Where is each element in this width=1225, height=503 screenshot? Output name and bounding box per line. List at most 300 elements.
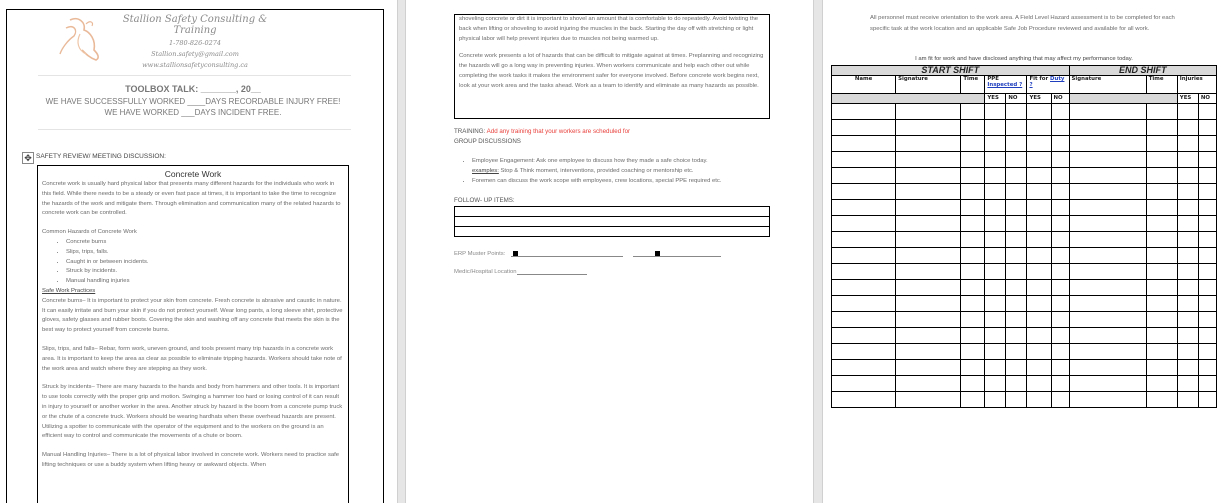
table-cell[interactable] (1069, 344, 1146, 360)
table-cell[interactable] (985, 328, 1006, 344)
table-cell[interactable] (1198, 328, 1216, 344)
table-cell[interactable] (1146, 152, 1177, 168)
table-cell[interactable] (832, 168, 896, 184)
table-row (832, 392, 1217, 408)
table-cell[interactable] (961, 376, 985, 392)
table-cell[interactable] (1027, 328, 1051, 344)
table-row (832, 296, 1217, 312)
table-row (832, 152, 1217, 168)
table-cell[interactable] (1177, 184, 1198, 200)
table-cell[interactable] (1069, 280, 1146, 296)
table-cell[interactable] (961, 296, 985, 312)
document-page-3 (823, 0, 1225, 503)
table-cell[interactable] (1069, 200, 1146, 216)
table-row[interactable] (455, 207, 770, 217)
table-cell[interactable] (985, 280, 1006, 296)
table-cell[interactable] (1051, 248, 1069, 264)
checkbox-square-icon (513, 251, 518, 256)
table-cell[interactable] (961, 120, 985, 136)
table-cell[interactable] (1027, 312, 1051, 328)
table-cell[interactable] (1006, 216, 1027, 232)
table-cell[interactable] (1069, 184, 1146, 200)
table-cell[interactable] (1146, 232, 1177, 248)
table-cell[interactable] (1051, 168, 1069, 184)
medic-location (454, 268, 587, 275)
table-cell[interactable] (1177, 136, 1198, 152)
table-cell[interactable] (1051, 136, 1069, 152)
topic-title: Concrete Work (164, 169, 222, 179)
medic-label: Medic/Hospital Location (454, 269, 517, 275)
continued-paragraph: shoveling concrete or dirt it is important to shovel an amount that is comfortable to do repeatedly. Avoid twisting the back when lifting or shoveling to avoid injuring the muscles in the back. Starting the day off with stretching or light physical labor will help prevent injuries due to muscles not being warmed up. (459, 16, 759, 42)
table-cell[interactable] (1198, 312, 1216, 328)
discussion-list (456, 156, 792, 186)
sign-in-rows (832, 104, 1217, 408)
table-cell[interactable] (1006, 280, 1027, 296)
table-cell[interactable] (1027, 216, 1051, 232)
ppe-label: PPE (987, 76, 999, 82)
table-cell[interactable] (961, 312, 985, 328)
table-cell[interactable] (1198, 232, 1216, 248)
table-cell[interactable] (1177, 312, 1198, 328)
table-row (832, 264, 1217, 280)
table-cell[interactable] (961, 328, 985, 344)
hazards-list (42, 238, 344, 287)
table-cell[interactable] (985, 296, 1006, 312)
table-cell[interactable] (896, 152, 961, 168)
table-cell[interactable] (1051, 344, 1069, 360)
table-cell[interactable] (1146, 120, 1177, 136)
table-cell[interactable] (1198, 296, 1216, 312)
table-cell[interactable] (1177, 152, 1198, 168)
stallion-logo-icon (56, 14, 108, 64)
table-cell[interactable] (1006, 328, 1027, 344)
table-cell[interactable] (961, 248, 985, 264)
fit-statement: I am fit for work and have disclosed anything that may affect my performance today. (915, 56, 1133, 62)
company-name: Stallion Safety Consulting & Training (122, 14, 268, 36)
muster-point-field[interactable] (511, 250, 623, 257)
table-cell[interactable] (1069, 312, 1146, 328)
table-cell[interactable] (1146, 280, 1177, 296)
table-cell[interactable] (1198, 216, 1216, 232)
hazards-heading: Common Hazards of Concrete Work (42, 229, 137, 236)
table-cell[interactable] (985, 376, 1006, 392)
table-cell[interactable] (1051, 280, 1069, 296)
table-cell[interactable] (1069, 248, 1146, 264)
examples-label: examples: (472, 168, 499, 174)
practice-paragraph: Concrete burns– It is important to protect your skin from concrete. Fresh concrete is abrasive and caustic in nature. It can easily irritate and burn your skin if you do not protect yourself. Wear long pants, a long sleeve shirt, protective gloves, safety glasses and rubber boots. Covering the skin and washing off any concrete that meets the skin is the best way to protect yourself from concrete burns. (42, 297, 343, 334)
table-cell[interactable] (1069, 264, 1146, 280)
company-email: Stallion.safety@gmail.com (151, 50, 239, 58)
fit-for-duty-link[interactable]: Duty ? (1029, 76, 1065, 88)
table-cell[interactable] (896, 328, 961, 344)
table-cell[interactable] (1051, 120, 1069, 136)
table-cell[interactable] (1177, 264, 1198, 280)
table-cell[interactable] (1051, 200, 1069, 216)
table-cell[interactable] (1027, 360, 1051, 376)
table-cell[interactable] (985, 232, 1006, 248)
table-cell[interactable] (1177, 328, 1198, 344)
table-row (832, 200, 1217, 216)
table-cell[interactable] (832, 344, 896, 360)
table-cell[interactable] (896, 280, 961, 296)
table-row[interactable] (455, 217, 770, 227)
table-cell[interactable] (1177, 248, 1198, 264)
table-cell[interactable] (1027, 344, 1051, 360)
table-cell[interactable] (896, 232, 961, 248)
column-header-name: Name (832, 76, 896, 94)
table-cell[interactable] (1177, 216, 1198, 232)
table-cell[interactable] (832, 312, 896, 328)
table-cell[interactable] (1198, 392, 1216, 408)
no-label: NO (1198, 94, 1216, 104)
examples-text: Stop & Think moment, interventions, provided coaching or mentorship etc. (498, 168, 694, 174)
table-cell[interactable] (1006, 200, 1027, 216)
table-cell[interactable] (1027, 248, 1051, 264)
table-cell[interactable] (832, 232, 896, 248)
no-label: NO (1006, 94, 1027, 104)
table-row (832, 360, 1217, 376)
table-cell[interactable] (1006, 264, 1027, 280)
table-cell[interactable] (1177, 232, 1198, 248)
table-cell[interactable] (1177, 392, 1198, 408)
table-cell[interactable] (961, 264, 985, 280)
table-cell[interactable] (1006, 344, 1027, 360)
table-cell[interactable] (1027, 200, 1051, 216)
table-cell[interactable] (896, 312, 961, 328)
table-cell[interactable] (961, 232, 985, 248)
table-row (832, 184, 1217, 200)
table-cell[interactable] (1177, 104, 1198, 120)
table-cell[interactable] (961, 280, 985, 296)
table-cell[interactable] (1051, 312, 1069, 328)
table-cell[interactable] (1198, 120, 1216, 136)
table-cell[interactable] (896, 168, 961, 184)
table-row (832, 248, 1217, 264)
table-cell[interactable] (1069, 168, 1146, 184)
table-cell[interactable] (896, 216, 961, 232)
table-cell[interactable] (896, 360, 961, 376)
training-line (454, 128, 630, 135)
table-cell[interactable] (1027, 376, 1051, 392)
table-row (832, 328, 1217, 344)
column-header-end-time: Time (1146, 76, 1177, 94)
conclusion-paragraph: Concrete work presents a lot of hazards that can be difficult to mitigate against at times. Preplanning and recognizing the hazards will go a long way in preventing injuries. When workers communicate and help each other out while completing the work tasks it makes the environment safer for everyone involved. Before concrete work begins next, look at your work area and the tasks ahead. Work as a team to identify and eliminate as many hazards as possible. (459, 53, 764, 89)
table-cell[interactable] (1027, 104, 1051, 120)
table-cell[interactable] (985, 312, 1006, 328)
table-cell[interactable] (1006, 152, 1027, 168)
table-row (832, 136, 1217, 152)
table-row (832, 216, 1217, 232)
table-cell[interactable] (1051, 232, 1069, 248)
table-cell[interactable] (1069, 376, 1146, 392)
table-cell[interactable] (1027, 168, 1051, 184)
list-item: • Manual handling injuries (66, 277, 344, 287)
table-cell[interactable] (1177, 296, 1198, 312)
table-cell[interactable] (1198, 280, 1216, 296)
table-cell[interactable] (985, 136, 1006, 152)
table-row (832, 104, 1217, 120)
end-shift-header: END SHIFT (1069, 66, 1216, 76)
discussion-text: Employee Engagement: Ask one employee to discuss how they made a safe choice today. (472, 158, 708, 164)
list-item (472, 156, 792, 176)
table-cell[interactable] (1198, 104, 1216, 120)
table-cell[interactable] (1027, 296, 1051, 312)
table-cell[interactable] (832, 184, 896, 200)
table-cell[interactable] (1146, 136, 1177, 152)
table-cell[interactable] (896, 200, 961, 216)
page-gutter (813, 0, 823, 503)
table-cell[interactable] (1069, 232, 1146, 248)
table-cell[interactable] (961, 104, 985, 120)
table-cell[interactable] (1146, 184, 1177, 200)
table-cell[interactable] (832, 296, 896, 312)
table-cell[interactable] (1051, 264, 1069, 280)
table-cell[interactable] (1177, 344, 1198, 360)
table-cell[interactable] (1069, 120, 1146, 136)
company-website: www.stallionsafetyconsulting.ca (142, 61, 248, 69)
table-cell[interactable] (1177, 376, 1198, 392)
table-cell[interactable] (1146, 200, 1177, 216)
table-cell[interactable] (1146, 376, 1177, 392)
table-cell[interactable] (1146, 328, 1177, 344)
table-cell[interactable] (1027, 184, 1051, 200)
table-cell[interactable] (896, 248, 961, 264)
gray-cell (832, 94, 985, 104)
table-cell[interactable] (832, 136, 896, 152)
table-cell[interactable] (1069, 360, 1146, 376)
table-cell[interactable] (1146, 312, 1177, 328)
table-cell[interactable] (896, 376, 961, 392)
list-item: • Concrete burns (66, 238, 344, 248)
table-cell[interactable] (1051, 184, 1069, 200)
table-cell[interactable] (1146, 344, 1177, 360)
table-cell[interactable] (832, 104, 896, 120)
table-cell[interactable] (1069, 392, 1146, 408)
table-cell[interactable] (1198, 360, 1216, 376)
column-header-end-signature: Signature (1069, 76, 1146, 94)
table-cell[interactable] (896, 392, 961, 408)
divider (38, 129, 351, 130)
yes-label: YES (1027, 94, 1051, 104)
table-cell[interactable] (1198, 264, 1216, 280)
table-cell[interactable] (985, 264, 1006, 280)
table-cell[interactable] (1006, 168, 1027, 184)
table-cell[interactable] (832, 360, 896, 376)
training-note: Add any training that your workers are scheduled for (486, 128, 631, 135)
section-label: SAFETY REVIEW/ MEETING DISCUSSION: (36, 153, 166, 160)
table-cell[interactable] (985, 120, 1006, 136)
follow-up-table (454, 206, 770, 237)
table-cell[interactable] (1051, 392, 1069, 408)
table-cell[interactable] (985, 104, 1006, 120)
table-cell[interactable] (1198, 376, 1216, 392)
table-cell[interactable] (1146, 392, 1177, 408)
table-cell[interactable] (985, 200, 1006, 216)
practice-paragraph: Struck by incidents– There are many hazards to the hands and body from hammers and other tools. It is important to use tools correctly with the proper grip and motion. Swinging a hammer too hard or losing control of it can result in injury to yourself or another worker in the area. Another struck by hazard is the boom from a concrete pump truck or the chute of a concrete truck. Workers should be wearing hardhats when these overhead hazards are present. Utilizing a spotter to communicate with the operator of the equipment and to the workers on the ground is an efficient way to control and communicate the movements of a chute or boom. (42, 384, 343, 440)
table-cell[interactable] (985, 360, 1006, 376)
table-cell[interactable] (832, 120, 896, 136)
table-cell[interactable] (1069, 104, 1146, 120)
divider (38, 75, 351, 76)
table-cell[interactable] (1027, 392, 1051, 408)
table-cell[interactable] (1051, 376, 1069, 392)
table-cell[interactable] (1051, 104, 1069, 120)
table-cell[interactable] (1006, 376, 1027, 392)
orientation-paragraph: All personnel must receive orientation to the work area. A Field Level Hazard assessment is to be completed for each specific task at the work location and an applicable Safe Job Procedure reviewed and available for all work. (870, 15, 1175, 32)
table-cell[interactable] (832, 328, 896, 344)
table-cell[interactable] (1198, 168, 1216, 184)
gray-cell (1069, 94, 1177, 104)
column-header-fit-for-duty (1027, 76, 1069, 94)
list-item: • Struck by incidents. (66, 267, 344, 277)
table-cell[interactable] (1146, 216, 1177, 232)
table-cell[interactable] (961, 184, 985, 200)
discussion-box-continued[interactable] (454, 14, 770, 119)
table-cell[interactable] (832, 152, 896, 168)
table-cell[interactable] (896, 136, 961, 152)
muster-point-field[interactable] (633, 250, 721, 257)
table-cell[interactable] (985, 152, 1006, 168)
table-cell[interactable] (1069, 152, 1146, 168)
table-cell[interactable] (961, 216, 985, 232)
table-cell[interactable] (1069, 296, 1146, 312)
table-cell[interactable] (1006, 104, 1027, 120)
table-cell[interactable] (1006, 184, 1027, 200)
no-label: NO (1051, 94, 1069, 104)
table-cell[interactable] (1198, 248, 1216, 264)
table-move-handle-icon[interactable]: ✥ (22, 152, 34, 164)
table-cell[interactable] (1198, 152, 1216, 168)
table-cell[interactable] (961, 200, 985, 216)
table-cell[interactable] (1006, 232, 1027, 248)
yes-label: YES (985, 94, 1006, 104)
table-cell[interactable] (1027, 136, 1051, 152)
document-page-1 (0, 0, 396, 503)
table-cell[interactable] (961, 136, 985, 152)
table-cell[interactable] (1069, 136, 1146, 152)
table-cell[interactable] (1051, 360, 1069, 376)
table-cell[interactable] (961, 392, 985, 408)
table-cell[interactable] (832, 280, 896, 296)
table-cell[interactable] (1198, 184, 1216, 200)
table-cell[interactable] (1051, 216, 1069, 232)
table-cell[interactable] (1051, 328, 1069, 344)
table-cell[interactable] (1006, 120, 1027, 136)
table-cell[interactable] (1027, 264, 1051, 280)
table-cell[interactable] (1027, 120, 1051, 136)
table-row (832, 312, 1217, 328)
table-cell[interactable] (961, 344, 985, 360)
training-label: TRAINING: (454, 128, 487, 135)
table-cell[interactable] (1146, 264, 1177, 280)
table-cell[interactable] (961, 360, 985, 376)
table-cell[interactable] (832, 264, 896, 280)
table-cell[interactable] (985, 344, 1006, 360)
group-discussions-heading: GROUP DISCUSSIONS (454, 138, 521, 145)
document-page-2 (406, 0, 812, 503)
table-cell[interactable] (832, 392, 896, 408)
table-row (832, 120, 1217, 136)
discussion-box[interactable] (37, 165, 349, 503)
page-gutter (397, 0, 406, 503)
table-row (832, 168, 1217, 184)
list-item: • Caught in or between incidents. (66, 258, 344, 268)
practice-paragraph: Slips, trips, and falls– Rebar, form work, uneven ground, and tools present many trip hazards in a concrete work area. It is important to keep the area as clear as possible to eliminate tripping hazards. Workers should take note of the work area and watch where they are stepping as they work. (42, 345, 342, 372)
table-cell[interactable] (896, 184, 961, 200)
table-cell[interactable] (1198, 200, 1216, 216)
table-cell[interactable] (985, 248, 1006, 264)
table-cell[interactable] (1006, 136, 1027, 152)
table-cell[interactable] (832, 376, 896, 392)
table-cell[interactable] (896, 264, 961, 280)
practice-paragraph: Manual Handling Injuries– There is a lot of physical labor involved in concrete work. Workers need to practice safe lifting techniques or use a buddy system when lifting heavy or awkward objects. When (42, 452, 340, 468)
table-cell[interactable] (1198, 344, 1216, 360)
company-header (105, 14, 285, 69)
table-cell[interactable] (896, 344, 961, 360)
table-cell[interactable] (961, 152, 985, 168)
table-cell[interactable] (1006, 296, 1027, 312)
table-cell[interactable] (1146, 360, 1177, 376)
medic-field[interactable] (517, 268, 587, 275)
table-cell[interactable] (1146, 104, 1177, 120)
table-cell[interactable] (896, 120, 961, 136)
table-cell[interactable] (1198, 136, 1216, 152)
table-cell[interactable] (832, 216, 896, 232)
table-cell[interactable] (1006, 392, 1027, 408)
column-header-time: Time (961, 76, 985, 94)
yes-label: YES (1177, 94, 1198, 104)
table-row (832, 280, 1217, 296)
table-cell[interactable] (1006, 312, 1027, 328)
table-cell[interactable] (1051, 152, 1069, 168)
table-cell[interactable] (1051, 296, 1069, 312)
table-cell[interactable] (896, 104, 961, 120)
list-item: • Foremen can discuss the work scope with employees, crew locations, special PPE required etc. (472, 176, 792, 186)
table-cell[interactable] (832, 248, 896, 264)
table-cell[interactable] (1027, 152, 1051, 168)
table-cell[interactable] (1146, 296, 1177, 312)
table-cell[interactable] (1177, 360, 1198, 376)
table-cell[interactable] (985, 216, 1006, 232)
table-row (832, 232, 1217, 248)
table-cell[interactable] (961, 168, 985, 184)
table-cell[interactable] (985, 168, 1006, 184)
table-cell[interactable] (1069, 216, 1146, 232)
follow-up-label: FOLLOW- UP ITEMS: (454, 197, 515, 204)
table-cell[interactable] (1146, 168, 1177, 184)
table-cell[interactable] (832, 200, 896, 216)
ppe-inspected-link[interactable]: Inspected ? (987, 82, 1023, 88)
table-cell[interactable] (1027, 232, 1051, 248)
table-cell[interactable] (985, 184, 1006, 200)
table-cell[interactable] (1146, 248, 1177, 264)
table-cell[interactable] (1177, 120, 1198, 136)
table-cell[interactable] (1177, 168, 1198, 184)
table-cell[interactable] (1027, 280, 1051, 296)
fit-label: Fit for (1029, 76, 1051, 82)
table-cell[interactable] (1177, 280, 1198, 296)
erp-label: ERP Muster Points: (454, 251, 506, 257)
table-cell[interactable] (896, 296, 961, 312)
toolbox-talk-title: TOOLBOX TALK: _______, 20__ (125, 84, 261, 94)
table-cell[interactable] (1177, 200, 1198, 216)
table-cell[interactable] (985, 392, 1006, 408)
table-row[interactable] (455, 227, 770, 237)
start-shift-header: START SHIFT (832, 66, 1070, 76)
table-cell[interactable] (1006, 248, 1027, 264)
table-cell[interactable] (1006, 360, 1027, 376)
table-cell[interactable] (1069, 328, 1146, 344)
